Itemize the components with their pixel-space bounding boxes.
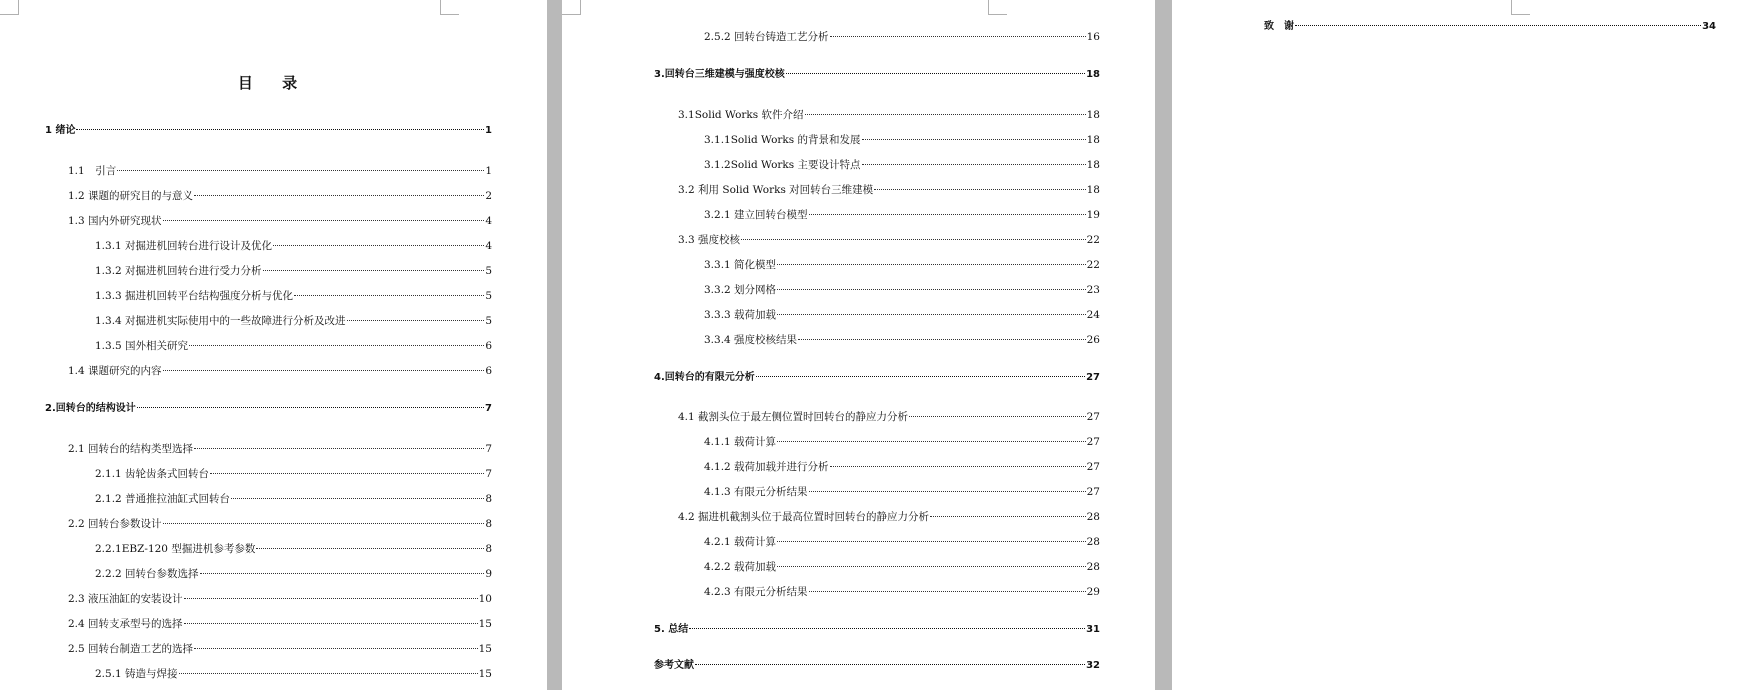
toc-entry[interactable] — [45, 124, 492, 137]
dot-leader — [294, 295, 484, 296]
toc-entry-page-number: 27 — [1086, 411, 1100, 423]
toc-entry-label: 1.4 课题研究的内容 — [68, 365, 162, 377]
dot-leader — [189, 345, 484, 346]
toc-entry-label: 2.1 回转台的结构类型选择 — [68, 443, 194, 455]
toc-entry[interactable] — [704, 461, 1100, 474]
dot-leader — [777, 566, 1086, 567]
dot-leader — [163, 523, 485, 524]
dot-leader — [809, 214, 1086, 215]
toc-entry[interactable] — [68, 443, 492, 456]
toc-entry-label: 1.3.4 对掘进机实际使用中的一些故障进行分析及改进 — [95, 315, 346, 327]
toc-entry-page-number: 29 — [1086, 586, 1100, 598]
dot-leader — [809, 591, 1086, 592]
toc-entry-label: 1.3.2 对掘进机回转台进行受力分析 — [95, 265, 262, 277]
toc-entry-page-number: 9 — [485, 568, 492, 580]
dot-leader — [200, 573, 485, 574]
page-gap — [1155, 0, 1172, 690]
toc-entry-label: 4.2.2 载荷加载 — [704, 561, 777, 573]
toc-entry-label: 3.1.1Solid Works 的背景和发展 — [704, 134, 861, 146]
toc-entry[interactable] — [704, 436, 1100, 449]
dot-leader — [273, 245, 484, 246]
toc-entry[interactable] — [68, 190, 492, 203]
toc-entry[interactable] — [704, 536, 1100, 549]
toc-entry-page-number: 18 — [1086, 69, 1100, 80]
dot-leader — [777, 289, 1086, 290]
toc-entry-page-number: 26 — [1086, 334, 1100, 346]
dot-leader — [210, 473, 484, 474]
toc-entry[interactable] — [95, 468, 492, 481]
toc-entry[interactable] — [654, 371, 1100, 384]
toc-entry-page-number: 22 — [1086, 259, 1100, 271]
toc-entry-label: 参考文献 — [654, 660, 694, 671]
dot-leader — [1295, 25, 1701, 26]
dot-leader — [137, 407, 484, 408]
toc-entry[interactable] — [678, 109, 1100, 122]
toc-entry[interactable] — [95, 340, 492, 353]
dot-leader — [909, 416, 1086, 417]
page-corner-mark — [988, 0, 1007, 15]
toc-entry[interactable] — [678, 184, 1100, 197]
dot-leader — [830, 466, 1086, 467]
toc-entry-label: 3.2 利用 Solid Works 对回转台三维建模 — [678, 184, 874, 196]
toc-entry-page-number: 18 — [1086, 109, 1100, 121]
dot-leader — [256, 548, 484, 549]
dot-leader — [117, 170, 484, 171]
dot-leader — [777, 314, 1086, 315]
toc-entry-label: 4.回转台的有限元分析 — [654, 372, 755, 383]
toc-entry-label: 3.3.2 划分网格 — [704, 284, 777, 296]
toc-entry[interactable] — [68, 365, 492, 378]
toc-entry[interactable] — [95, 265, 492, 278]
toc-entry-page-number: 23 — [1086, 284, 1100, 296]
toc-entry-label: 5. 总结 — [654, 624, 689, 635]
dot-leader — [777, 264, 1086, 265]
toc-entry-label: 4.1.1 载荷计算 — [704, 436, 777, 448]
toc-entry[interactable] — [68, 518, 492, 531]
toc-entry[interactable] — [68, 643, 492, 656]
dot-leader — [689, 628, 1085, 629]
toc-entry-page-number: 7 — [485, 443, 492, 455]
dot-leader — [777, 541, 1086, 542]
toc-entry[interactable] — [704, 259, 1100, 272]
toc-entry-label: 4.1.3 有限元分析结果 — [704, 486, 808, 498]
toc-entry-page-number: 22 — [1086, 234, 1100, 246]
toc-entry-page-number: 18 — [1086, 134, 1100, 146]
toc-entry[interactable] — [654, 623, 1100, 636]
dot-leader — [809, 491, 1086, 492]
toc-entry-label: 2.2.1EBZ-120 型掘进机参考参数 — [95, 543, 256, 555]
toc-entry-label: 3.3.1 简化模型 — [704, 259, 777, 271]
toc-entry[interactable] — [95, 493, 492, 506]
toc-entry-label: 3.3.4 强度校核结果 — [704, 334, 798, 346]
dot-leader — [798, 339, 1086, 340]
toc-entry-page-number: 27 — [1086, 486, 1100, 498]
toc-entry[interactable] — [704, 284, 1100, 297]
toc-entry[interactable] — [95, 315, 492, 328]
page-gap — [547, 0, 562, 690]
toc-entry-page-number: 10 — [478, 593, 492, 605]
toc-entry-label: 1 绪论 — [45, 125, 76, 136]
toc-entry-label: 1.3.5 国外相关研究 — [95, 340, 189, 352]
dot-leader — [163, 370, 485, 371]
toc-entry[interactable] — [68, 215, 492, 228]
toc-entry[interactable] — [678, 511, 1100, 524]
dot-leader — [786, 73, 1085, 74]
toc-entry[interactable] — [95, 568, 492, 581]
document-page-3 — [1172, 0, 1747, 690]
toc-entry-page-number: 18 — [1086, 184, 1100, 196]
toc-entry-page-number: 32 — [1086, 660, 1100, 671]
toc-entry-page-number: 8 — [485, 543, 492, 555]
toc-entry[interactable] — [1264, 20, 1716, 33]
dot-leader — [194, 648, 478, 649]
toc-entry-page-number: 4 — [485, 215, 492, 227]
dot-leader — [695, 664, 1085, 665]
toc-entry-page-number: 2 — [485, 190, 492, 202]
toc-entry-label: 2.2.2 回转台参数选择 — [95, 568, 199, 580]
dot-leader — [179, 673, 478, 674]
toc-entry-page-number: 5 — [485, 315, 492, 327]
toc-entry-label: 1.3.3 掘进机回转平台结构强度分析与优化 — [95, 290, 294, 302]
dot-leader — [862, 164, 1086, 165]
toc-entry[interactable] — [68, 165, 492, 178]
toc-entry-label: 致 谢 — [1264, 21, 1294, 32]
toc-entry-label: 4.2.1 载荷计算 — [704, 536, 777, 548]
toc-entry-page-number: 34 — [1702, 21, 1716, 32]
toc-entry-page-number: 5 — [485, 265, 492, 277]
toc-entry-page-number: 15 — [478, 668, 492, 680]
toc-entry-label: 1.1 引言 — [68, 165, 117, 177]
toc-entry[interactable] — [704, 586, 1100, 599]
toc-entry-page-number: 4 — [485, 240, 492, 252]
toc-entry[interactable] — [95, 290, 492, 303]
toc-entry-page-number: 6 — [485, 340, 492, 352]
dot-leader — [263, 270, 485, 271]
toc-entry-label: 2.回转台的结构设计 — [45, 403, 136, 414]
toc-entry-page-number: 27 — [1086, 461, 1100, 473]
toc-entry-page-number: 28 — [1086, 511, 1100, 523]
toc-entry-page-number: 28 — [1086, 561, 1100, 573]
toc-entry-page-number: 27 — [1086, 436, 1100, 448]
toc-entry-page-number: 1 — [485, 125, 492, 136]
toc-entry-label: 2.1.1 齿轮齿条式回转台 — [95, 468, 210, 480]
dot-leader — [184, 623, 478, 624]
dot-leader — [163, 220, 485, 221]
toc-entry[interactable] — [704, 334, 1100, 347]
toc-entry-page-number: 16 — [1086, 31, 1100, 43]
toc-entry-label: 4.1.2 载荷加载并进行分析 — [704, 461, 829, 473]
toc-entry-page-number: 28 — [1086, 536, 1100, 548]
page-corner-mark — [1511, 0, 1530, 15]
toc-entry-page-number: 8 — [485, 518, 492, 530]
dot-leader — [874, 189, 1085, 190]
toc-entry-label: 1.3 国内外研究现状 — [68, 215, 162, 227]
toc-entry[interactable] — [95, 240, 492, 253]
toc-entry-page-number: 5 — [485, 290, 492, 302]
toc-entry-label: 3.回转台三维建模与强度校核 — [654, 69, 785, 80]
document-page-2 — [562, 0, 1155, 690]
toc-entry[interactable] — [68, 618, 492, 631]
dot-leader — [862, 139, 1086, 140]
toc-entry[interactable] — [95, 668, 492, 681]
dot-leader — [805, 114, 1086, 115]
toc-entry-label: 1.3.1 对掘进机回转台进行设计及优化 — [95, 240, 273, 252]
toc-entry[interactable] — [95, 543, 492, 556]
toc-entry-page-number: 24 — [1086, 309, 1100, 321]
toc-entry[interactable] — [704, 486, 1100, 499]
toc-entry-page-number: 15 — [478, 618, 492, 630]
toc-entry[interactable] — [45, 402, 492, 415]
toc-entry-page-number: 7 — [485, 403, 492, 414]
toc-entry-label: 3.2.1 建立回转台模型 — [704, 209, 808, 221]
document-page-1 — [0, 0, 547, 690]
toc-entry-label: 2.3 液压油缸的安装设计 — [68, 593, 183, 605]
toc-entry-page-number: 19 — [1086, 209, 1100, 221]
dot-leader — [756, 376, 1085, 377]
toc-entry[interactable] — [654, 659, 1100, 672]
toc-entry[interactable] — [654, 68, 1100, 81]
toc-entry[interactable] — [704, 134, 1100, 147]
toc-entry-page-number: 31 — [1086, 624, 1100, 635]
dot-leader — [231, 498, 484, 499]
page-corner-mark — [440, 0, 459, 15]
dot-leader — [76, 129, 484, 130]
toc-entry-label: 3.3 强度校核 — [678, 234, 741, 246]
toc-entry-page-number: 1 — [485, 165, 492, 177]
toc-entry[interactable] — [704, 31, 1100, 44]
toc-entry-page-number: 6 — [485, 365, 492, 377]
dot-leader — [194, 448, 484, 449]
page-corner-mark — [562, 0, 581, 15]
dot-leader — [347, 320, 485, 321]
toc-entry-label: 4.1 截割头位于最左侧位置时回转台的静应力分析 — [678, 411, 909, 423]
toc-entry-label: 2.1.2 普通推拉油缸式回转台 — [95, 493, 231, 505]
toc-entry-label: 2.5.1 铸造与焊接 — [95, 668, 178, 680]
toc-entry[interactable] — [704, 209, 1100, 222]
dot-leader — [194, 195, 484, 196]
toc-entry-label: 2.5.2 回转台铸造工艺分析 — [704, 31, 829, 43]
page-corner-mark — [0, 0, 19, 15]
toc-title: 目 录 — [237, 74, 310, 92]
toc-entry[interactable] — [704, 561, 1100, 574]
toc-entry[interactable] — [678, 411, 1100, 424]
toc-entry-page-number: 18 — [1086, 159, 1100, 171]
dot-leader — [830, 36, 1086, 37]
toc-entry-page-number: 27 — [1086, 372, 1100, 383]
dot-leader — [741, 239, 1086, 240]
toc-entry-page-number: 7 — [485, 468, 492, 480]
dot-leader — [777, 441, 1086, 442]
toc-entry-label: 3.3.3 载荷加载 — [704, 309, 777, 321]
toc-entry-label: 2.5 回转台制造工艺的选择 — [68, 643, 194, 655]
dot-leader — [930, 516, 1086, 517]
toc-entry-label: 2.4 回转支承型号的选择 — [68, 618, 183, 630]
toc-entry[interactable] — [704, 159, 1100, 172]
toc-entry-label: 4.2.3 有限元分析结果 — [704, 586, 808, 598]
toc-entry-label: 1.2 课题的研究目的与意义 — [68, 190, 194, 202]
toc-entry[interactable] — [68, 593, 492, 606]
toc-entry-label: 2.2 回转台参数设计 — [68, 518, 162, 530]
dot-leader — [184, 598, 478, 599]
toc-entry-label: 3.1Solid Works 软件介绍 — [678, 109, 804, 121]
toc-entry-page-number: 15 — [478, 643, 492, 655]
toc-entry-page-number: 8 — [485, 493, 492, 505]
toc-entry[interactable] — [678, 234, 1100, 247]
toc-entry-label: 3.1.2Solid Works 主要设计特点 — [704, 159, 861, 171]
toc-entry-label: 4.2 掘进机截割头位于最高位置时回转台的静应力分析 — [678, 511, 930, 523]
toc-entry[interactable] — [704, 309, 1100, 322]
